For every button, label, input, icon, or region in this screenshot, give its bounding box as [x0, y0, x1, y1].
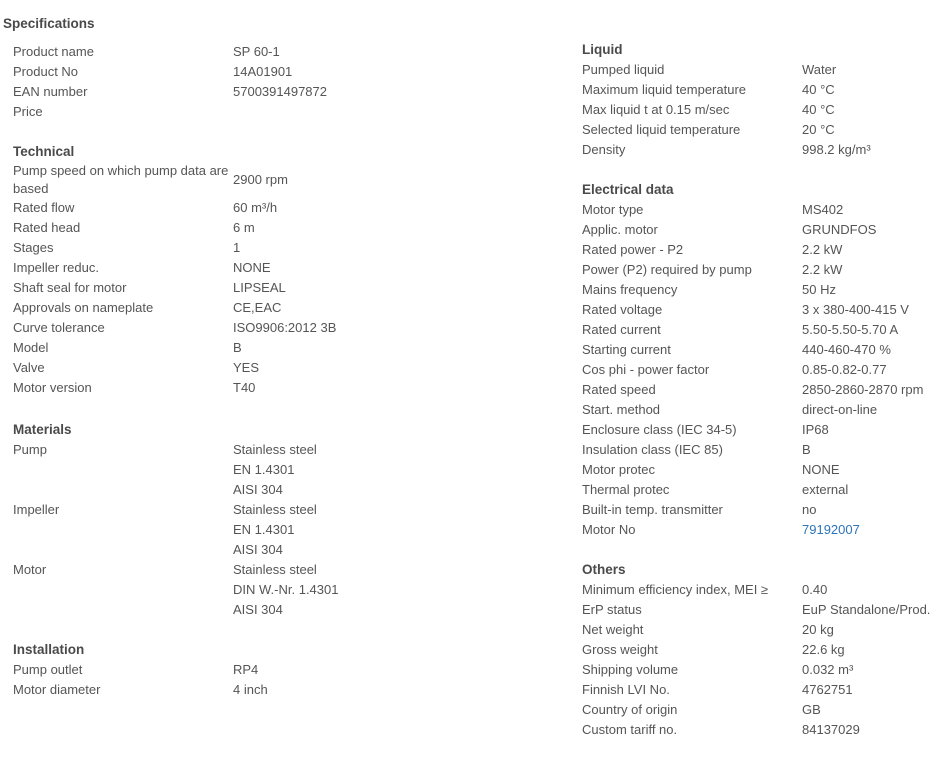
- spec-value: B: [802, 442, 811, 457]
- spec-value: T40: [233, 380, 256, 395]
- spec-row-density: [582, 140, 947, 160]
- spec-label: Pumped liquid: [582, 62, 665, 77]
- spec-value: Stainless steel: [233, 502, 317, 517]
- spec-label: Density: [582, 142, 626, 157]
- spec-row-mains-frequency: [582, 280, 947, 300]
- spec-value: 2900 rpm: [233, 172, 288, 187]
- spec-row-cont-5: [13, 540, 553, 560]
- spec-label: Rated head: [13, 220, 81, 235]
- spec-value: 6 m: [233, 220, 255, 235]
- spec-label: Valve: [13, 360, 45, 375]
- spec-label: Selected liquid temperature: [582, 122, 741, 137]
- spec-row-built-in-temp-transmitter: [582, 500, 947, 520]
- spec-row-max-liquid-t-at-0-15-m-sec: [582, 100, 947, 120]
- spec-row-motor-protec: [582, 460, 947, 480]
- spec-value: MS402: [802, 202, 844, 217]
- spec-row-price: [13, 102, 553, 122]
- spec-value: NONE: [802, 462, 840, 477]
- spec-row-stages: [13, 238, 553, 258]
- spec-label: Minimum efficiency index, MEI ≥: [582, 582, 769, 597]
- spec-label: Product name: [13, 44, 94, 59]
- spec-value: AISI 304: [233, 542, 283, 557]
- spec-value: GRUNDFOS: [802, 222, 877, 237]
- spec-row-gross-weight: [582, 640, 947, 660]
- spec-row-insulation-class-iec-85: [582, 440, 947, 460]
- spec-value: LIPSEAL: [233, 280, 286, 295]
- spec-row-erp-status: [582, 600, 947, 620]
- spec-label: Maximum liquid temperature: [582, 82, 747, 97]
- spec-row-cont-8: [13, 600, 553, 620]
- spec-row-pump-speed-on-which-pump-data-are-based: [13, 162, 553, 198]
- spec-label: Starting current: [582, 342, 671, 357]
- spec-value: external: [802, 482, 849, 497]
- spec-value: EN 1.4301: [233, 462, 295, 477]
- spec-label: [13, 520, 233, 540]
- spec-value: NONE: [233, 260, 271, 275]
- spec-row-cos-phi-power-factor: [582, 360, 947, 380]
- section-heading: Materials: [13, 422, 72, 437]
- spec-row-model: [13, 338, 553, 358]
- section-heading: Technical: [13, 144, 75, 159]
- spec-value: 0.40: [802, 582, 828, 597]
- spec-row-rated-speed: [582, 380, 947, 400]
- spec-label: Stages: [13, 240, 54, 255]
- spec-value: EuP Standalone/Prod.: [802, 602, 931, 617]
- spec-label: Motor type: [582, 202, 644, 217]
- spec-label: Power (P2) required by pump: [582, 262, 752, 277]
- spec-value: IP68: [802, 422, 829, 437]
- spec-value: 440-460-470 %: [802, 342, 891, 357]
- spec-row-thermal-protec: [582, 480, 947, 500]
- spec-row-pumped-liquid: [582, 60, 947, 80]
- spec-value: AISI 304: [233, 602, 283, 617]
- page-title: Specifications: [3, 16, 95, 31]
- spec-value: 84137029: [802, 722, 860, 737]
- spec-value: 60 m³/h: [233, 200, 278, 215]
- spec-value: direct-on-line: [802, 402, 878, 417]
- spec-row-start-method: [582, 400, 947, 420]
- spec-value: YES: [233, 360, 260, 375]
- spec-value: 5.50-5.50-5.70 A: [802, 322, 899, 337]
- materials-section: [13, 420, 553, 620]
- spec-row-motor-type: [582, 200, 947, 220]
- spec-label: Net weight: [582, 622, 644, 637]
- spec-row-approvals-on-nameplate: [13, 298, 553, 318]
- spec-row-product-no: [13, 62, 553, 82]
- spec-label: Motor No: [582, 522, 636, 537]
- spec-label: Start. method: [582, 402, 661, 417]
- spec-label: Motor version: [13, 380, 92, 395]
- spec-label: [13, 580, 233, 600]
- spec-label: Impeller reduc.: [13, 260, 99, 275]
- spec-value: GB: [802, 702, 821, 717]
- spec-row-product-name: [13, 42, 553, 62]
- spec-row-finnish-lvi-no: [582, 680, 947, 700]
- spec-value: 4762751: [802, 682, 853, 697]
- spec-label: Pump outlet: [13, 662, 83, 677]
- spec-row-pump-outlet: [13, 660, 553, 680]
- spec-label: Max liquid t at 0.15 m/sec: [582, 102, 730, 117]
- spec-row-country-of-origin: [582, 700, 947, 720]
- section-heading: Others: [582, 562, 626, 577]
- spec-label: Product No: [13, 64, 79, 79]
- spec-label: Rated voltage: [582, 302, 663, 317]
- spec-value: 22.6 kg: [802, 642, 845, 657]
- section-heading: Electrical data: [582, 182, 674, 197]
- spec-row-ean-number: [13, 82, 553, 102]
- spec-value: 5700391497872: [233, 84, 327, 99]
- spec-label: Rated power - P2: [582, 242, 684, 257]
- spec-label: Rated speed: [582, 382, 656, 397]
- spec-row-starting-current: [582, 340, 947, 360]
- spec-row-maximum-liquid-temperature: [582, 80, 947, 100]
- spec-row-enclosure-class-iec-34-5: [582, 420, 947, 440]
- spec-label: Finnish LVI No.: [582, 682, 670, 697]
- spec-label: Approvals on nameplate: [13, 300, 154, 315]
- spec-label: Price: [13, 104, 43, 119]
- spec-label: Country of origin: [582, 702, 678, 717]
- spec-value: CE,EAC: [233, 300, 282, 315]
- spec-row-rated-flow: [13, 198, 553, 218]
- spec-value: 20 kg: [802, 622, 834, 637]
- spec-label: Applic. motor: [582, 222, 658, 237]
- spec-value: 0.032 m³: [802, 662, 854, 677]
- spec-label: Mains frequency: [582, 282, 678, 297]
- spec-label: Rated flow: [13, 200, 75, 215]
- spec-row-impeller: [13, 500, 553, 520]
- spec-row-rated-head: [13, 218, 553, 238]
- spec-value: 40 °C: [802, 102, 835, 117]
- spec-label: Pump: [13, 442, 47, 457]
- spec-value: EN 1.4301: [233, 522, 295, 537]
- spec-value: ISO9906:2012 3B: [233, 320, 337, 335]
- spec-label: Custom tariff no.: [582, 722, 678, 737]
- spec-label: [13, 460, 233, 480]
- spec-row-applic-motor: [582, 220, 947, 240]
- spec-label: ErP status: [582, 602, 642, 617]
- spec-label: Built-in temp. transmitter: [582, 502, 723, 517]
- spec-row-motor-no: [582, 520, 947, 540]
- spec-row-cont-7: [13, 580, 553, 600]
- spec-row-selected-liquid-temperature: [582, 120, 947, 140]
- spec-row-curve-tolerance: [13, 318, 553, 338]
- spec-row-motor-version: [13, 378, 553, 398]
- spec-value: 40 °C: [802, 82, 835, 97]
- spec-value: 50 Hz: [802, 282, 836, 297]
- spec-label: Shaft seal for motor: [13, 280, 127, 295]
- spec-row-rated-power-p2: [582, 240, 947, 260]
- spec-row-net-weight: [582, 620, 947, 640]
- spec-value: no: [802, 502, 817, 517]
- spec-row-custom-tariff-no: [582, 720, 947, 740]
- spec-value: 4 inch: [233, 682, 268, 697]
- spec-value: 2.2 kW: [802, 262, 843, 277]
- spec-label: Insulation class (IEC 85): [582, 442, 723, 457]
- section-heading: Liquid: [582, 42, 623, 57]
- spec-row-impeller-reduc: [13, 258, 553, 278]
- spec-label: Pump speed on which pump data are based: [13, 163, 229, 196]
- spec-value: SP 60-1: [233, 44, 280, 59]
- spec-row-motor-diameter: [13, 680, 553, 700]
- spec-label: [13, 480, 233, 500]
- spec-label: Impeller: [13, 502, 60, 517]
- spec-row-pump: [13, 440, 553, 460]
- spec-label: Motor: [13, 562, 47, 577]
- spec-row-power-p2-required-by-pump: [582, 260, 947, 280]
- spec-row-cont-2: [13, 480, 553, 500]
- spec-value: 2850-2860-2870 rpm: [802, 382, 924, 397]
- spec-label: Gross weight: [582, 642, 658, 657]
- spec-row-rated-voltage: [582, 300, 947, 320]
- spec-label: Cos phi - power factor: [582, 362, 710, 377]
- others-section: [582, 560, 947, 740]
- spec-value: DIN W.-Nr. 1.4301: [233, 582, 339, 597]
- spec-row-valve: [13, 358, 553, 378]
- spec-value: 14A01901: [233, 64, 293, 79]
- liquid-section: [582, 40, 947, 160]
- spec-label: Rated current: [582, 322, 661, 337]
- spec-value: AISI 304: [233, 482, 283, 497]
- spec-label: Model: [13, 340, 49, 355]
- spec-row-motor: [13, 560, 553, 580]
- spec-label: Motor diameter: [13, 682, 101, 697]
- spec-value: Water: [802, 62, 837, 77]
- spec-value: 0.85-0.82-0.77: [802, 362, 887, 377]
- spec-value: 2.2 kW: [802, 242, 843, 257]
- spec-value: B: [233, 340, 242, 355]
- spec-label: Motor protec: [582, 462, 655, 477]
- electrical-section: [582, 180, 947, 540]
- motor-number-link[interactable]: 79192007: [802, 522, 860, 537]
- spec-value: 20 °C: [802, 122, 835, 137]
- spec-label: Curve tolerance: [13, 320, 105, 335]
- installation-section: [13, 640, 553, 700]
- technical-section: [13, 142, 553, 398]
- spec-row-cont-4: [13, 520, 553, 540]
- spec-row-cont-1: [13, 460, 553, 480]
- spec-row-rated-current: [582, 320, 947, 340]
- spec-value: 998.2 kg/m³: [802, 142, 871, 157]
- spec-label: [13, 540, 233, 560]
- spec-label: [13, 600, 233, 620]
- spec-value: 3 x 380-400-415 V: [802, 302, 909, 317]
- spec-label: Thermal protec: [582, 482, 670, 497]
- spec-label: EAN number: [13, 84, 88, 99]
- spec-value: Stainless steel: [233, 562, 317, 577]
- spec-value: RP4: [233, 662, 259, 677]
- section-heading: Installation: [13, 642, 85, 657]
- spec-row-shipping-volume: [582, 660, 947, 680]
- spec-label: Enclosure class (IEC 34-5): [582, 422, 737, 437]
- spec-value: Stainless steel: [233, 442, 317, 457]
- spec-row-minimum-efficiency-index-mei: [582, 580, 947, 600]
- spec-label: Shipping volume: [582, 662, 679, 677]
- general-section: [13, 42, 553, 122]
- spec-row-shaft-seal-for-motor: [13, 278, 553, 298]
- spec-value: 1: [233, 240, 241, 255]
